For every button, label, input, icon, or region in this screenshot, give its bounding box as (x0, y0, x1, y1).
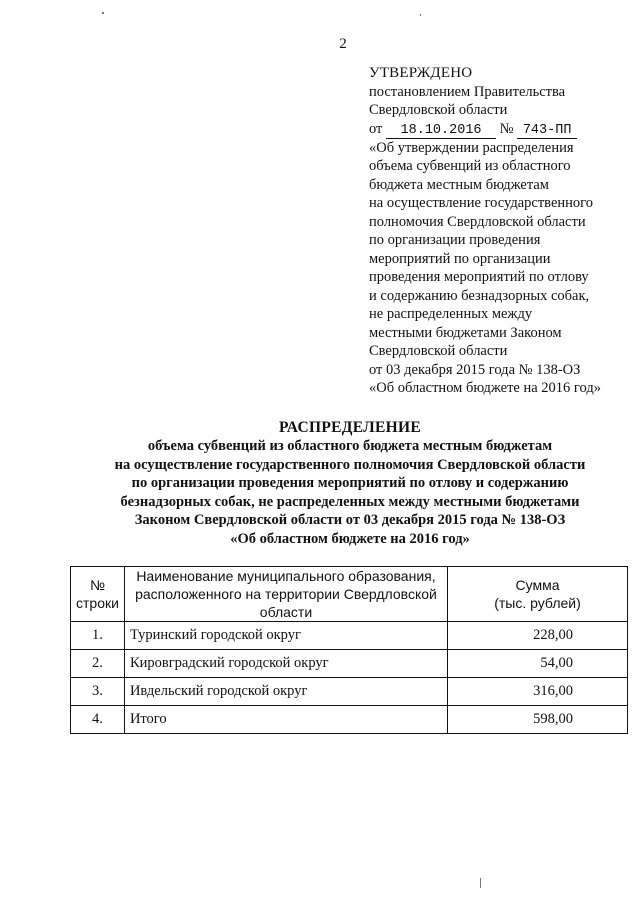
header-text: (тыс. рублей) (494, 595, 581, 611)
document-title-line: безнадзорных собак, не распределенных между местными бюджетами (120, 493, 580, 510)
row-number: 2. (71, 650, 125, 678)
header-text: Наименование муниципального образования, (136, 568, 436, 584)
approval-title-line: проведения мероприятий по отлову (369, 269, 589, 285)
header-municipality (124, 567, 447, 622)
header-text: строки (76, 595, 119, 611)
approval-title-line: на осуществление государственного (369, 195, 593, 211)
row-municipality: Кировградский городской округ (124, 650, 447, 678)
document-title-main: РАСПРЕДЕЛЕНИЕ (279, 419, 421, 436)
table-row (71, 678, 628, 706)
approval-title-line: мероприятий по организации (369, 250, 551, 267)
document-title-line: объема субвенций из областного бюджета местным бюджетам (147, 438, 553, 454)
document-title-line: Законом Свердловской области от 03 декабря 2015 года № 138-ОЗ (134, 512, 566, 528)
row-municipality: Ивдельский городской округ (124, 678, 447, 706)
row-number: 1. (71, 622, 125, 650)
header-sum (448, 567, 628, 622)
number-sign: № (499, 120, 514, 137)
page-number: 2 (339, 36, 347, 52)
document-title (60, 418, 640, 548)
approval-line-2: Свердловской области (369, 102, 508, 118)
row-sum: 598,00 (448, 706, 628, 734)
scan-speck (102, 12, 104, 14)
approval-title-line: от 03 декабря 2015 года № 138-ОЗ (369, 361, 581, 378)
approval-title-line: «Об утверждении распределения (369, 139, 574, 156)
approval-title-line: «Об областном бюджете на 2016 год» (369, 380, 601, 396)
table-row (71, 622, 628, 650)
approval-title-line: бюджета местным бюджетам (369, 176, 549, 193)
header-text: Сумма (515, 577, 560, 593)
approval-title-line: и содержанию безнадзорных собак, (369, 287, 590, 304)
row-number: 3. (71, 678, 125, 706)
header-row-number (71, 567, 125, 622)
table-row (71, 706, 628, 734)
row-number: 4. (71, 706, 125, 734)
approval-date: 18.10.2016 (386, 124, 496, 139)
document-title-line: по организации проведения мероприятий по отлову и содержанию (131, 475, 569, 491)
approval-heading: УТВЕРЖДЕНО (369, 65, 473, 81)
approval-title-line: Свердловской области (369, 343, 508, 359)
row-sum: 54,00 (448, 650, 628, 678)
table-row (71, 650, 628, 678)
approval-stamp (369, 64, 639, 398)
row-municipality: Итого (124, 706, 447, 734)
document-title-line: «Об областном бюджете на 2016 год» (230, 530, 470, 547)
approval-number: 743-ПП (517, 124, 577, 139)
approval-title-line: местными бюджетами Законом (369, 324, 562, 341)
approval-title-line: объема субвенций из областного (369, 158, 571, 174)
row-sum: 316,00 (448, 678, 628, 706)
header-text: расположенного на территории Свердловской области (135, 586, 437, 620)
row-municipality: Туринский городской округ (124, 622, 447, 650)
table-header-row (71, 567, 628, 622)
scan-speck (480, 878, 481, 888)
distribution-table (70, 566, 628, 734)
approval-title-line: полномочия Свердловской области (369, 213, 586, 230)
approval-line-1: постановлением Правительства (369, 83, 566, 100)
scan-speck (420, 14, 421, 16)
approval-title-line: по организации проведения (369, 232, 541, 248)
row-sum: 228,00 (448, 622, 628, 650)
date-prefix: от (369, 120, 383, 137)
approval-title-line: не распределенных между (369, 306, 533, 322)
approval-date-line (369, 120, 639, 139)
document-title-line: на осуществление государственного полномочия Свердловской области (114, 456, 586, 473)
header-text: № (89, 577, 105, 593)
